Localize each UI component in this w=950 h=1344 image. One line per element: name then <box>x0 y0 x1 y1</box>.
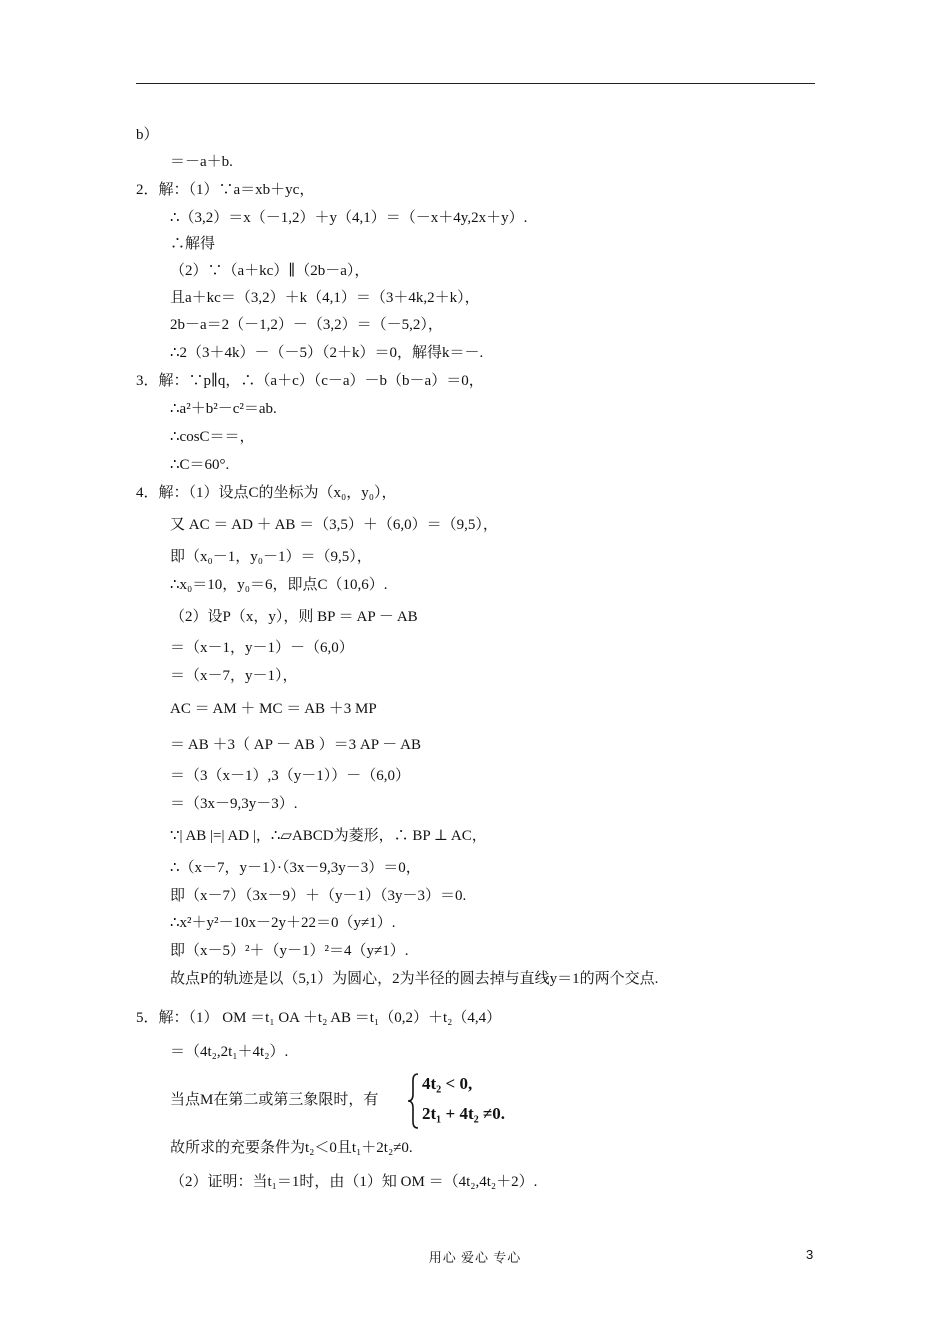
text-line: ∴（x－7，y－1）·（3x－9,3y－3）＝0， <box>170 860 421 876</box>
text-line: （2）证明：当t₁＝1时，由（1）知 OM ＝（4t₂,4t₂＋2）. <box>170 1174 538 1190</box>
text-line: 即（x₀－1，y₀－1）＝（9,5）， <box>170 549 372 565</box>
text-line: ＝（4t₂,2t₁＋4t₂）. <box>170 1044 289 1060</box>
text-line: ＝ AB ＋3（ AP － AB ）＝3 AP － AB <box>170 737 422 753</box>
text-line: 当点M在第二或第三象限时，有 <box>170 1092 379 1108</box>
text-line: ＝（x－7，y－1）， <box>170 668 298 684</box>
text-line: 又 AC ＝ AD ＋ AB ＝（3,5）＋（6,0）＝（9,5）， <box>170 517 498 533</box>
header-rule <box>136 83 815 84</box>
text-line: 2b－a＝2（－1,2）－（3,2）＝（－5,2）， <box>170 317 443 333</box>
text-line: ∴C＝60°. <box>170 457 230 473</box>
text-line: 即（x－7）（3x－9）＋（y－1）（3y－3）＝0. <box>170 888 467 904</box>
text-line: 故所求的充要条件为t₂＜0且t₁＋2t₂≠0. <box>170 1140 413 1156</box>
text-line: ∴x₀＝10，y₀＝6，即点C（10,6）. <box>170 577 388 593</box>
text-line: ∴cosC＝＝， <box>170 429 255 445</box>
left-brace-icon <box>406 1072 420 1130</box>
text-line: ＝（3（x－1）,3（y－1））－（6,0） <box>170 768 411 784</box>
system-row-2: 2t₁ + 4t₂ ≠0. <box>422 1104 506 1123</box>
text-line: 5．解：（1） OM ＝t₁ OA ＋t₂ AB ＝t₁（0,2）＋t₂（4,4） <box>136 1010 502 1026</box>
text-line: （2）设P（x，y），则 BP ＝ AP － AB <box>170 609 418 625</box>
text-line: ＝（3x－9,3y－3）. <box>170 796 298 812</box>
text-line: ∴（3,2）＝x（－1,2）＋y（4,1）＝（－x＋4y,2x＋y）. <box>170 210 528 226</box>
text-line: ＝－a＋b. <box>170 154 233 170</box>
text-line: ＝（x－1，y－1）－（6,0） <box>170 640 354 656</box>
text-line: ∴a²＋b²－c²＝ab. <box>170 401 277 417</box>
text-line: 4．解：（1）设点C的坐标为（x₀，y₀）， <box>136 485 397 501</box>
footer-slogan: 用心 爱心 专心 <box>428 1250 522 1265</box>
text-line: ∴2（3＋4k）－（－5）（2＋k）＝0，解得k＝－. <box>170 345 484 361</box>
text-line: 即（x－5）²＋（y－1）²＝4（y≠1）. <box>170 943 409 959</box>
text-line: b） <box>136 127 159 143</box>
text-line: ∵| AB |=| AD |，∴▱ABCD为菱形，∴ BP ⊥ AC， <box>170 828 487 844</box>
text-line: ∴x²＋y²－10x－2y＋22＝0（y≠1）. <box>170 915 396 931</box>
text-line: ∴解得 <box>170 236 216 252</box>
page-number: 3 <box>806 1247 814 1262</box>
text-line: （2）∵（a＋kc）∥（2b－a）， <box>170 263 370 279</box>
text-line: 且a＋kc＝（3,2）＋k（4,1）＝（3＋4k,2＋k）， <box>170 290 480 306</box>
text-line: AC ＝ AM ＋ MC ＝ AB ＋3 MP <box>170 701 377 717</box>
text-line: 故点P的轨迹是以（5,1）为圆心，2为半径的圆去掉与直线y＝1的两个交点. <box>170 971 659 987</box>
system-row-1: 4t₂ < 0, <box>422 1074 473 1093</box>
text-line: 2．解：（1）∵a＝xb＋yc， <box>136 182 315 198</box>
text-line: 3．解：∵p∥q，∴（a＋c）（c－a）－b（b－a）＝0， <box>136 373 484 389</box>
